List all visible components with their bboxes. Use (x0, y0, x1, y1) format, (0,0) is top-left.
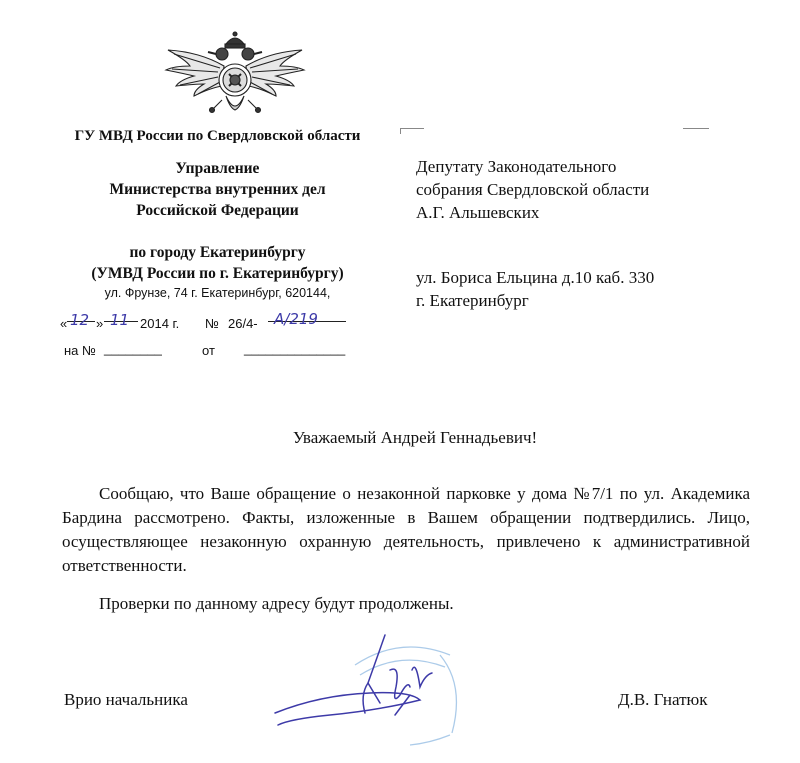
date-month-handwritten: 11 (110, 311, 130, 329)
reply-number-blank: ________ (104, 341, 162, 356)
blue-stamp-icon (355, 647, 456, 745)
mvd-emblem-icon (160, 30, 310, 125)
greeting: Уважаемый Андрей Геннадьевич! (292, 428, 538, 447)
recipient-address (416, 266, 776, 312)
number-prefix: 26/4- (228, 316, 258, 331)
number-label: № (205, 316, 219, 331)
dept-line: по городу Екатеринбургу (129, 244, 306, 261)
corner-mark (400, 128, 401, 134)
corner-mark (683, 128, 709, 129)
recipient-block (416, 155, 776, 224)
dept-line: (УМВД России по г. Екатеринбургу) (91, 265, 344, 282)
date-day-handwritten: 12 (70, 311, 90, 329)
handwritten-signature-icon (260, 625, 520, 755)
reply-from-blank: ______________ (244, 341, 346, 356)
dept-line: Российской Федерации (136, 202, 299, 219)
organization-address: ул. Фрунзе, 74 г. Екатеринбург, 620144, (104, 286, 331, 300)
signer-title: Врио начальника (64, 690, 188, 709)
date-year: 2014 г. (140, 316, 180, 331)
outgoing-reference-line (60, 310, 380, 335)
recipient-address-line: г. Екатеринбург (416, 291, 529, 310)
body-paragraph: Проверки по данному адресу будут продолжены. (99, 594, 454, 613)
reply-reference-line (60, 343, 380, 363)
recipient-line: собрания Свердловской области (416, 180, 650, 199)
organization-name: ГУ МВД России по Свердловской области (74, 128, 361, 144)
recipient-line: А.Г. Альшевских (416, 203, 540, 222)
reply-from-label: от (202, 343, 215, 358)
body-paragraph: Сообщаю, что Ваше обращение о незаконной парковке у дома №7/1 по ул. Академика Бардина рассмотрено. Факты, изложенные в Вашем обращении подтвердились. Лицо, осуществляющее незаконную охранную деятельность, привлечено к административной ответственности. (62, 484, 750, 575)
date-open-quote: « (60, 316, 68, 331)
dept-line: Управление (175, 160, 260, 177)
department-block (60, 158, 375, 284)
date-close-quote: » (96, 316, 104, 331)
recipient-line: Депутату Законодательного (416, 157, 617, 176)
reply-number-label: на № (64, 343, 96, 358)
dept-line: Министерства внутренних дел (109, 181, 326, 198)
number-handwritten: А/219 (274, 310, 318, 328)
dept-line-spacer (60, 221, 375, 242)
corner-mark (400, 128, 424, 129)
signer-name: Д.В. Гнатюк (618, 690, 708, 709)
recipient-address-line: ул. Бориса Ельцина д.10 каб. 330 (416, 268, 655, 287)
